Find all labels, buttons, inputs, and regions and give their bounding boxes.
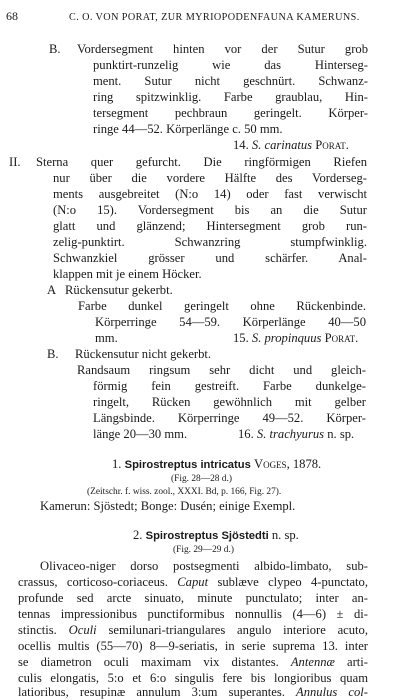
key-b2-line-3: förmig fein gestreift. Farbe dunkelge- [93, 379, 366, 393]
description-line-4: tennas impressionibus punctiformibus nonnullis (4—6) ± di- [18, 607, 368, 621]
key-b1-end [233, 138, 349, 153]
key-b2-species: S. trachyurus [256, 427, 325, 441]
description-line-1: Olivaceo-niger dorso postsegmenti albido-limbato, sub- [40, 559, 368, 573]
species-2-author: n. sp. [271, 528, 299, 542]
key-b1-line-3: ment. Sutur nicht geschnürt. Schwanz- [93, 74, 368, 88]
key-a-marker: A [47, 283, 57, 297]
species-2-figure-ref: (Fig. 29—29 d.) [173, 545, 234, 555]
species-1-figure-ref: (Fig. 28—28 d.) [171, 474, 232, 484]
key-b1-number: 14. [233, 138, 249, 152]
term-oculi: Oculi [68, 623, 97, 637]
key-ii-line-2: nur über die vordere Hälfte des Vorderseg- [53, 171, 367, 185]
key-a-line-4: mm. [95, 331, 118, 345]
key-ii-line-8: klappen mit je einem Höcker. [53, 267, 202, 281]
key-b1-line-5: tersegment pechbraun geringelt. Körper- [93, 106, 368, 120]
key-b2-line-1: Rückensutur nicht gekerbt. [75, 347, 212, 361]
description-line-5: stinctis. Oculi semilunari-triangulares angulo interiore acuto, [18, 623, 369, 637]
description-line-9: latioribus, resupinæ annulum 3:um superantes. Annulus col- [18, 685, 368, 699]
species-1-heading [112, 457, 321, 473]
key-ii-line-3: ments ausgebreitet (N:o 14) oder fast verwischt [53, 187, 367, 201]
key-a-line-1: Rückensutur gekerbt. [65, 283, 173, 297]
key-b1-line-2: punktirt-runzelig wie das Hinterseg- [93, 58, 368, 72]
key-b2-marker: B. [47, 347, 59, 361]
term-caput: Caput [177, 575, 209, 589]
description-line-7: se diametron oculi maximam vix distantes. Antennæ arti- [18, 655, 368, 669]
key-a-line-2: Farbe dunkel geringelt ohne Rückenbinde. [78, 299, 366, 313]
species-1-author: Voges, 1878. [253, 457, 322, 471]
key-b1-line-4: ring spitzwinklig. Farbe graublau, Hin- [93, 90, 368, 104]
species-1-citation: (Zeitschr. f. wiss. zool., XXXI. Bd, p. 166, Fig. 27). [87, 487, 282, 497]
species-1-name: Spirostreptus intricatus [124, 459, 251, 471]
key-b1-marker: B. [49, 42, 61, 56]
description-line-6: ocellis multis (55—70) 8—9-seriatis, in serie suprema 13. inter [18, 639, 368, 653]
key-a-line-3: Körperringe 54—59. Körperlänge 40—50 [95, 315, 366, 329]
key-b1-line-6: ringe 44—52. Körperlänge c. 50 mm. [93, 122, 283, 136]
key-b1-species: S. carinatus [251, 138, 313, 152]
page-number: 68 [6, 9, 18, 23]
running-header: C. O. VON PORAT, ZUR MYRIOPODENFAUNA KAMERUNS. [69, 12, 360, 23]
key-b2-author: n. sp. [327, 427, 355, 441]
key-b1-author: Porat. [315, 138, 349, 152]
key-ii-line-4: (N:o 15). Vordersegment bis an die Sutur [53, 203, 367, 217]
species-2-heading [133, 528, 299, 544]
key-a-number: 15. [233, 331, 249, 345]
key-a-species: S. propinquus [251, 331, 322, 345]
description-line-3: profunde sed arcte sinuato, minute punctulato; inter an- [18, 591, 368, 605]
species-2-number: 2. [133, 528, 143, 542]
species-2-name: Spirostreptus Sjöstedti [145, 530, 269, 542]
key-ii-line-5: glatt und glänzend; Hintersegment grob run- [53, 219, 367, 233]
key-b2-line-2: Randsaum ringsum sehr dicht und gleich- [77, 363, 366, 377]
key-b2-end [238, 427, 354, 442]
key-ii-marker: II. [9, 155, 21, 169]
key-b2-number: 16. [238, 427, 254, 441]
term-antennae: Antennæ [290, 655, 335, 669]
key-b2-line-6: länge 20—30 mm. [93, 427, 188, 441]
description-line-2: crassus, corticoso-coriaceus. Caput sublæve clypeo 4-punctato, [18, 575, 368, 589]
description-line-8: culis elongatis, 5:o et 6:o singulis fere bis longioribus quam [18, 671, 368, 685]
term-annulus: Annulus col- [296, 685, 368, 699]
key-b1-line-1: Vordersegment hinten vor der Sutur grob [77, 42, 368, 56]
species-1-locality: Kamerun: Sjöstedt; Bonge: Dusén; einige Exempl. [40, 499, 296, 513]
key-a-end [233, 331, 358, 346]
key-ii-line-7: Schwanzkiel grösser und schärfer. Anal- [53, 251, 367, 265]
key-ii-line-1: Sterna quer gefurcht. Die ringförmigen Riefen [36, 155, 367, 169]
key-a-author: Porat. [324, 331, 359, 345]
key-b2-line-4: ringelt, Rücken gewöhnlich mit gelber [93, 395, 366, 409]
key-ii-line-6: zelig-punktirt. Schwanzring stumpfwinklig. [53, 235, 367, 249]
key-b2-line-5: Längsbinde. Körperringe 49—52. Körper- [93, 411, 366, 425]
species-1-number: 1. [112, 457, 122, 471]
